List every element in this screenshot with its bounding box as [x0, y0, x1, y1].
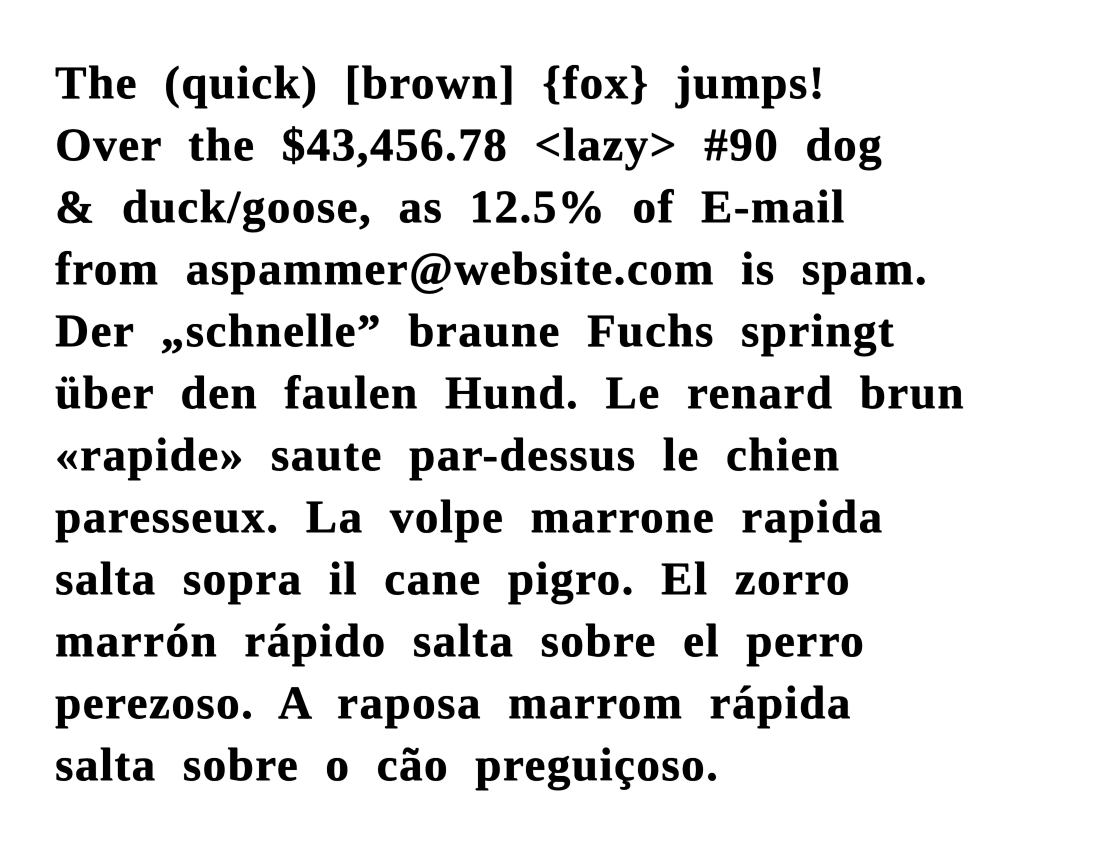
text-line-11: perezoso. A raposa marrom rápida: [55, 677, 852, 729]
text-line-5: Der „schnelle” braune Fuchs springt: [55, 305, 895, 357]
text-line-1: The (quick) [brown] {fox} jumps!: [55, 57, 826, 109]
text-line-4: from aspammer@website.com is spam.: [55, 243, 928, 295]
text-line-9: salta sopra il cane pigro. El zorro: [55, 553, 851, 605]
text-line-12: salta sobre o cão preguiçoso.: [55, 739, 720, 791]
text-line-6: über den faulen Hund. Le renard brun: [55, 367, 965, 419]
text-line-2: Over the $43,456.78 <lazy> #90 dog: [55, 119, 883, 171]
text-line-3: & duck/goose, as 12.5% of E-mail: [55, 181, 846, 233]
text-line-10: marrón rápido salta sobre el perro: [55, 615, 866, 667]
text-line-8: paresseux. La volpe marrone rapida: [55, 491, 884, 543]
pangram-text-block: [55, 52, 1095, 796]
text-line-7: «rapide» saute par-dessus le chien: [55, 429, 841, 481]
